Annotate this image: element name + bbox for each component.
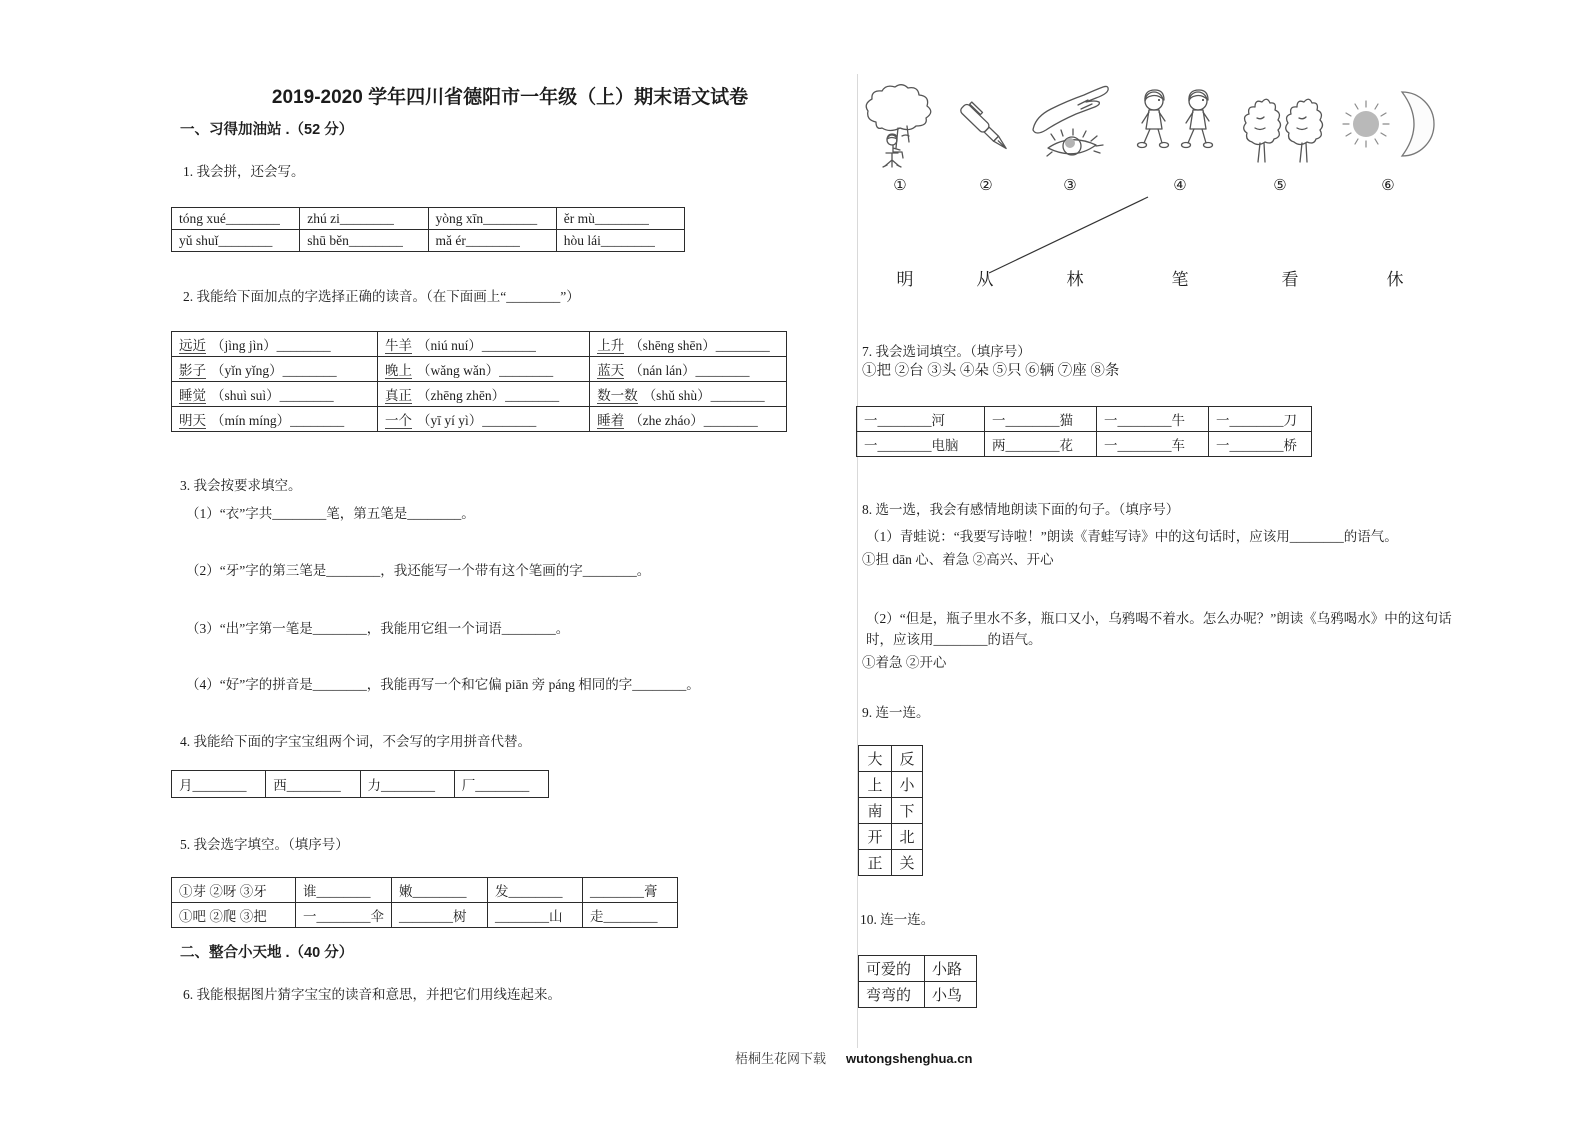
table-row (859, 798, 923, 824)
match-character-cong: 从 (976, 270, 994, 289)
dotted-word: 一个 (385, 413, 413, 428)
table-cell: 月________ (172, 771, 266, 798)
q10-table (858, 955, 977, 1008)
table-cell: 力________ (360, 771, 454, 798)
dotted-word: 睡着 (597, 413, 625, 428)
table-cell: 一________电脑 (857, 432, 985, 457)
dotted-word: 影子 (179, 363, 206, 378)
q7-table (856, 406, 1312, 457)
table-cell: 晚上 （wǎng wǎn）________ (378, 357, 590, 382)
table-cell: 蓝天 （nán lán）________ (590, 357, 787, 382)
match-character-lin: 林 (1066, 270, 1084, 289)
table-row (172, 357, 787, 382)
q7-label: 7. 我会选词填空。（填序号） (862, 344, 1031, 359)
table-cell: 上 (859, 772, 892, 798)
table-row (172, 332, 787, 357)
dotted-word: 数一数 (597, 388, 638, 403)
table-cell: yǔ shuǐ________ (172, 230, 300, 252)
table-cell: 反 (892, 746, 923, 772)
table-row (172, 771, 549, 798)
footer-site-name: 梧桐生花网下载 (735, 1051, 827, 1066)
table-row (172, 407, 787, 432)
table-cell: 数一数 （shǔ shù）________ (590, 382, 787, 407)
table-cell: hòu lái________ (556, 230, 684, 252)
dotted-word: 明天 (179, 413, 206, 428)
figure-number-3: ③ (1063, 178, 1077, 194)
table-row (172, 903, 678, 928)
pen-illustration (946, 84, 1026, 195)
table-cell: 发________ (488, 878, 583, 903)
footer (735, 1048, 972, 1067)
table-row (859, 850, 923, 876)
figure-number-5: ⑤ (1273, 178, 1287, 194)
table-row (172, 208, 685, 230)
table-cell: tóng xué________ (172, 208, 300, 230)
dotted-word: 睡觉 (179, 388, 206, 403)
sun-and-moon-illustration (1340, 84, 1436, 195)
table-row (859, 824, 923, 850)
table-cell: 一________桥 (1209, 432, 1312, 457)
q9-label: 9. 连一连。 (862, 705, 930, 720)
table-row (859, 956, 977, 982)
table-row (172, 230, 685, 252)
part2-heading: 二、整合小天地 .（40 分） (180, 945, 354, 961)
table-cell: 可爱的 (859, 956, 925, 982)
part1-heading: 一、习得加油站 .（52 分） (180, 122, 354, 138)
q8-item-1: （1）青蛙说：“我要写诗啦！”朗读《青蛙写诗》中的这句话时，应该用________的语气。 (866, 529, 1398, 544)
table-cell: ①芽 ②呀 ③牙 (172, 878, 296, 903)
q3-label: 3. 我会按要求填空。 (180, 478, 302, 493)
table-cell: 厂________ (454, 771, 548, 798)
table-cell: 一________伞 (296, 903, 392, 928)
table-cell: 两________花 (985, 432, 1097, 457)
match-character-ming: 明 (896, 270, 914, 289)
column-divider (857, 74, 858, 1048)
table-cell: 北 (892, 824, 923, 850)
table-cell: 一个 （yī yí yì）________ (378, 407, 590, 432)
match-character-bi: 笔 (1171, 270, 1189, 289)
figure-number-1: ① (893, 178, 907, 194)
table-cell: ________树 (392, 903, 488, 928)
q7-options: ①把 ②台 ③头 ④朵 ⑤只 ⑥辆 ⑦座 ⑧条 (862, 363, 1120, 379)
q3-item-4: （4）“好”字的拼音是________，我能再写一个和它偏 piān 旁 páng 相同的字________。 (186, 677, 700, 692)
q1-table (171, 207, 685, 252)
table-cell: 明天 （mín míng）________ (172, 407, 378, 432)
table-cell: ________山 (488, 903, 583, 928)
q5-table (171, 877, 678, 928)
table-row (857, 432, 1312, 457)
q3-item-3: （3）“出”字第一笔是________，我能用它组一个词语________。 (186, 621, 570, 636)
table-cell: 小鸟 (925, 982, 977, 1008)
table-cell: 关 (892, 850, 923, 876)
q2-label: 2. 我能给下面加点的字选择正确的读音。（在下面画上“________”） (183, 289, 580, 304)
table-row (172, 878, 678, 903)
table-cell: 一________牛 (1097, 407, 1209, 432)
dotted-word: 真正 (385, 388, 413, 403)
table-cell: 走________ (583, 903, 678, 928)
dotted-word: 晚上 (385, 363, 413, 378)
q3-item-1: （1）“衣”字共________笔，第五笔是________。 (186, 506, 475, 521)
q5-label: 5. 我会选字填空。（填序号） (180, 837, 349, 852)
table-cell: 上升 （shēng shēn）________ (590, 332, 787, 357)
figure-number-2: ② (979, 178, 993, 194)
table-cell: 大 (859, 746, 892, 772)
dotted-word: 远近 (179, 338, 206, 353)
table-cell: shū běn________ (300, 230, 428, 252)
q9-table (858, 745, 923, 876)
two-trees-illustration (1236, 84, 1324, 195)
q3-item-2: （2）“牙”字的第三笔是________，我还能写一个带有这个笔画的字________。 (186, 563, 651, 578)
figure-number-6: ⑥ (1381, 178, 1395, 194)
dotted-word: 上升 (597, 338, 625, 353)
table-cell: 一________河 (857, 407, 985, 432)
table-row (859, 772, 923, 798)
table-cell: 南 (859, 798, 892, 824)
table-cell: ________膏 (583, 878, 678, 903)
table-cell: 真正 （zhēng zhēn）________ (378, 382, 590, 407)
table-cell: 一________车 (1097, 432, 1209, 457)
q2-table (171, 331, 787, 432)
page-title: 2019-2020 学年四川省德阳市一年级（上）期末语文试卷 (271, 87, 749, 108)
table-cell: 正 (859, 850, 892, 876)
table-cell: 小 (892, 772, 923, 798)
q4-label: 4. 我能给下面的字宝宝组两个词，不会写的字用拼音代替。 (180, 734, 531, 749)
q6-label: 6. 我能根据图片猜字宝宝的读音和意思，并把它们用线连起来。 (183, 987, 561, 1002)
table-cell: 下 (892, 798, 923, 824)
q8-item-1-options: ①担 dān 心、着急 ②高兴、开心 (862, 552, 1054, 567)
table-cell: 西________ (266, 771, 360, 798)
table-cell: mǎ ér________ (428, 230, 556, 252)
table-cell: 睡觉 （shuì suì）________ (172, 382, 378, 407)
table-cell: ①吧 ②爬 ③把 (172, 903, 296, 928)
table-cell: yòng xīn________ (428, 208, 556, 230)
match-character-kan: 看 (1281, 270, 1299, 289)
table-cell: 远近 （jìng jìn）________ (172, 332, 378, 357)
q8-item-2: （2）“但是，瓶子里水不多，瓶口又小，乌鸦喝不着水。怎么办呢？”朗读《乌鸦喝水》中的这句话时，应该用________的语气。 (866, 611, 1452, 647)
match-character-xiu: 休 (1386, 270, 1404, 289)
table-row (172, 382, 787, 407)
q8-item-2-options: ①着急 ②开心 (862, 655, 947, 670)
table-row (857, 407, 1312, 432)
table-cell: 牛羊 （niú nuí）________ (378, 332, 590, 357)
table-cell: zhú zi________ (300, 208, 428, 230)
q10-label: 10. 连一连。 (860, 912, 935, 927)
table-cell: 谁________ (296, 878, 392, 903)
two-boys-walking-illustration (1136, 84, 1224, 195)
table-cell: 小路 (925, 956, 977, 982)
figure-number-4: ④ (1173, 178, 1187, 194)
table-row (859, 746, 923, 772)
table-cell: 开 (859, 824, 892, 850)
table-cell: 一________猫 (985, 407, 1097, 432)
q1-label: 1. 我会拼，还会写。 (183, 164, 305, 179)
footer-site-url: wutongshenghua.cn (846, 1051, 973, 1066)
hand-over-eye-illustration (1028, 84, 1112, 195)
table-row (859, 982, 977, 1008)
dotted-word: 蓝天 (597, 363, 625, 378)
dotted-word: 牛羊 (385, 338, 413, 353)
table-cell: 一________刀 (1209, 407, 1312, 432)
rest-under-tree-illustration (862, 84, 938, 195)
table-cell: ěr mù________ (556, 208, 684, 230)
table-cell: 弯弯的 (859, 982, 925, 1008)
q4-table (171, 770, 549, 798)
table-cell: 嫩________ (392, 878, 488, 903)
q8-label: 8. 选一选，我会有感情地朗读下面的句子。（填序号） (862, 502, 1180, 517)
table-cell: 睡着 （zhe zháo）________ (590, 407, 787, 432)
table-cell: 影子 （yǐn yǐng）________ (172, 357, 378, 382)
